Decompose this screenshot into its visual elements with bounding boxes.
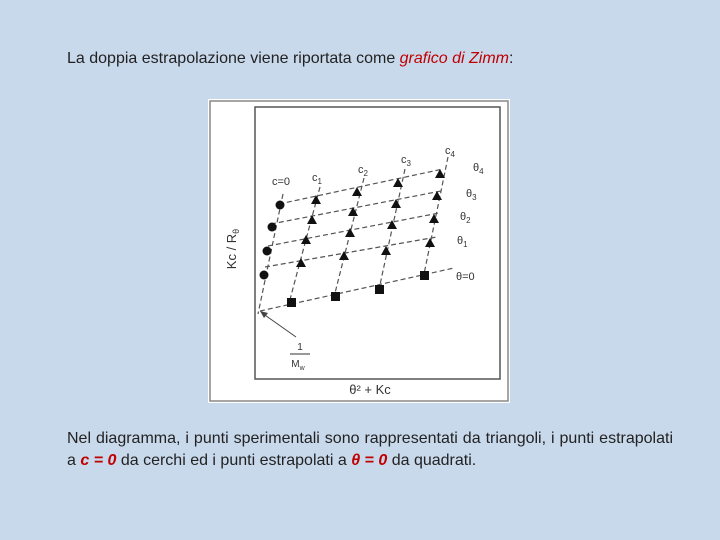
experimental-triangle	[345, 228, 355, 237]
caption-part3: da quadrati.	[387, 452, 477, 469]
label-theta4: $\theta_4$	[473, 162, 484, 176]
concentration-labels	[272, 145, 456, 188]
svg-text:Kc / Rθ: Kc / $R_\theta$	[224, 228, 241, 270]
experimental-triangle	[307, 215, 317, 224]
experimental-triangle	[393, 178, 403, 187]
zimm-plot-figure	[208, 99, 510, 403]
c-zero-circle	[263, 247, 272, 256]
label-c0: c=0	[272, 176, 291, 188]
caption-part2: da cerchi ed i punti estrapolati a	[116, 452, 352, 469]
theta-zero-square	[420, 271, 429, 280]
c-zero-points	[260, 201, 285, 280]
label-c1: $c_1$	[312, 172, 322, 186]
slide-caption	[67, 428, 673, 472]
label-c3: $c_3$	[401, 154, 411, 168]
caption-c-zero: c = 0	[80, 452, 117, 469]
label-c4: $c_4$	[445, 145, 455, 159]
heading-highlight: grafico di Zimm	[399, 50, 510, 67]
experimental-triangle	[429, 214, 439, 223]
slide-heading	[67, 50, 513, 68]
intercept-numerator: 1	[297, 342, 303, 353]
x-axis-label: θ² + Kc	[349, 382, 391, 397]
zimm-plot-svg	[208, 99, 510, 403]
experimental-triangle	[381, 246, 391, 255]
label-theta3: $\theta_3$	[466, 188, 477, 202]
experimental-triangle	[296, 258, 306, 267]
caption-part1: Nel diagramma, i punti sperimentali sono rappresentati da triangoli, i punti estrapolati a	[67, 430, 673, 469]
label-theta0: θ=0	[456, 271, 475, 283]
c-zero-circle	[276, 201, 285, 210]
intercept-denominator: $M_w$	[291, 359, 305, 372]
intercept-annotation	[260, 311, 310, 372]
angle-labels	[456, 162, 484, 283]
theta-zero-square	[331, 292, 340, 301]
label-c2: $c_2$	[358, 164, 368, 178]
intercept-arrow	[262, 313, 296, 337]
heading-text: La doppia estrapolazione viene riportata come	[67, 50, 400, 67]
theta-zero-square	[375, 285, 384, 294]
caption-theta-zero: θ = 0	[351, 452, 388, 469]
theta-zero-square	[287, 298, 296, 307]
c-zero-circle	[268, 223, 277, 232]
c-zero-line	[258, 194, 283, 314]
heading-suffix: :	[509, 50, 514, 67]
c-zero-circle	[260, 271, 269, 280]
label-theta2: $\theta_2$	[460, 211, 471, 225]
label-theta1: $\theta_1$	[457, 235, 468, 249]
y-axis-label	[224, 229, 241, 269]
